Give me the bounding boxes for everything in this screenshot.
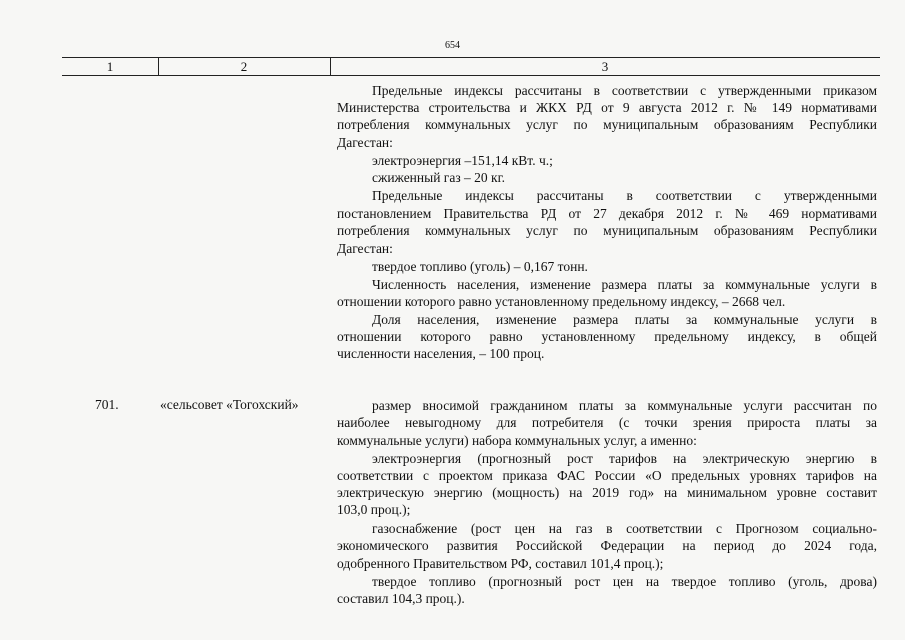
text-line: 103,0 проц.);: [337, 502, 411, 517]
text-line: газоснабжение (рост цен на газ в соответствии с Прогнозом социально-: [372, 521, 877, 536]
text-line: отношении которого равно установленному предельному индексу, – 2668 чел.: [337, 294, 786, 309]
text-line: Предельные индексы рассчитаны в соответствии с утвержденными приказом: [372, 83, 877, 98]
table-header-bottom-rule: [62, 75, 880, 76]
text-line: Численность населения, изменение размера платы за коммунальные услуги в: [372, 277, 877, 292]
text-line: постановлением Правительства РД от 27 декабря 2012 г. № 469 нормативами: [337, 206, 877, 221]
text-line: электроэнергия –151,14 кВт. ч.;: [372, 153, 553, 168]
text-line: Доля населения, изменение размера платы за коммунальные услуги в: [372, 312, 877, 327]
text-line: одобренного Правительством РФ, составил 101,4 проц.);: [337, 556, 664, 571]
column-header-1: 1: [106, 59, 114, 74]
text-line: твердое топливо (уголь) – 0,167 тонн.: [372, 259, 588, 274]
text-line: сжиженный газ – 20 кг.: [372, 170, 505, 185]
text-line: соответствии с проектом приказа ФАС России «О предельных уровнях тарифов на: [337, 468, 877, 483]
text-line: размер вносимой гражданином платы за коммунальные услуги рассчитан по: [372, 398, 877, 413]
row-number: 701.: [95, 397, 119, 412]
text-line: Дагестан:: [337, 135, 393, 150]
text-line: Министерства строительства и ЖКХ РД от 9 августа 2012 г. № 149 нормативами: [337, 100, 877, 115]
text-line: потребления коммунальных услуг по муниципальным образованиям Республики: [337, 117, 877, 132]
column-header-3: 3: [601, 59, 609, 74]
text-line: электрическую энергию (мощность) на 2019 год» на минимальном уровне составит: [337, 485, 877, 500]
text-line: твердое топливо (прогнозный рост цен на твердое топливо (уголь, дрова): [372, 574, 877, 589]
table-top-rule: [62, 57, 880, 58]
text-line: наиболее невыгодному для потребителя (с точки зрения прироста платы за: [337, 415, 877, 430]
text-line: отношении которого равно установленному предельному индексу, в общей: [337, 329, 877, 344]
text-line: коммунальные услуги) набора коммунальных услуг, а именно:: [337, 433, 697, 448]
text-line: Предельные индексы рассчитаны в соответствии с утвержденными: [372, 188, 877, 203]
text-line: Дагестан:: [337, 241, 393, 256]
municipality-name: «сельсовет «Тогохский»: [160, 397, 299, 412]
text-line: электроэнергия (прогнозный рост тарифов на электрическую энергию в: [372, 451, 877, 466]
text-line: численности населения, – 100 проц.: [337, 346, 545, 361]
page-number: 654: [445, 40, 460, 51]
text-line: потребления коммунальных услуг по муниципальным образованиям Республики: [337, 223, 877, 238]
text-line: составил 104,3 проц.).: [337, 591, 465, 606]
column-header-2: 2: [240, 59, 248, 74]
text-line: экономического развития Российской Федерации на период до 2024 года,: [337, 538, 877, 553]
